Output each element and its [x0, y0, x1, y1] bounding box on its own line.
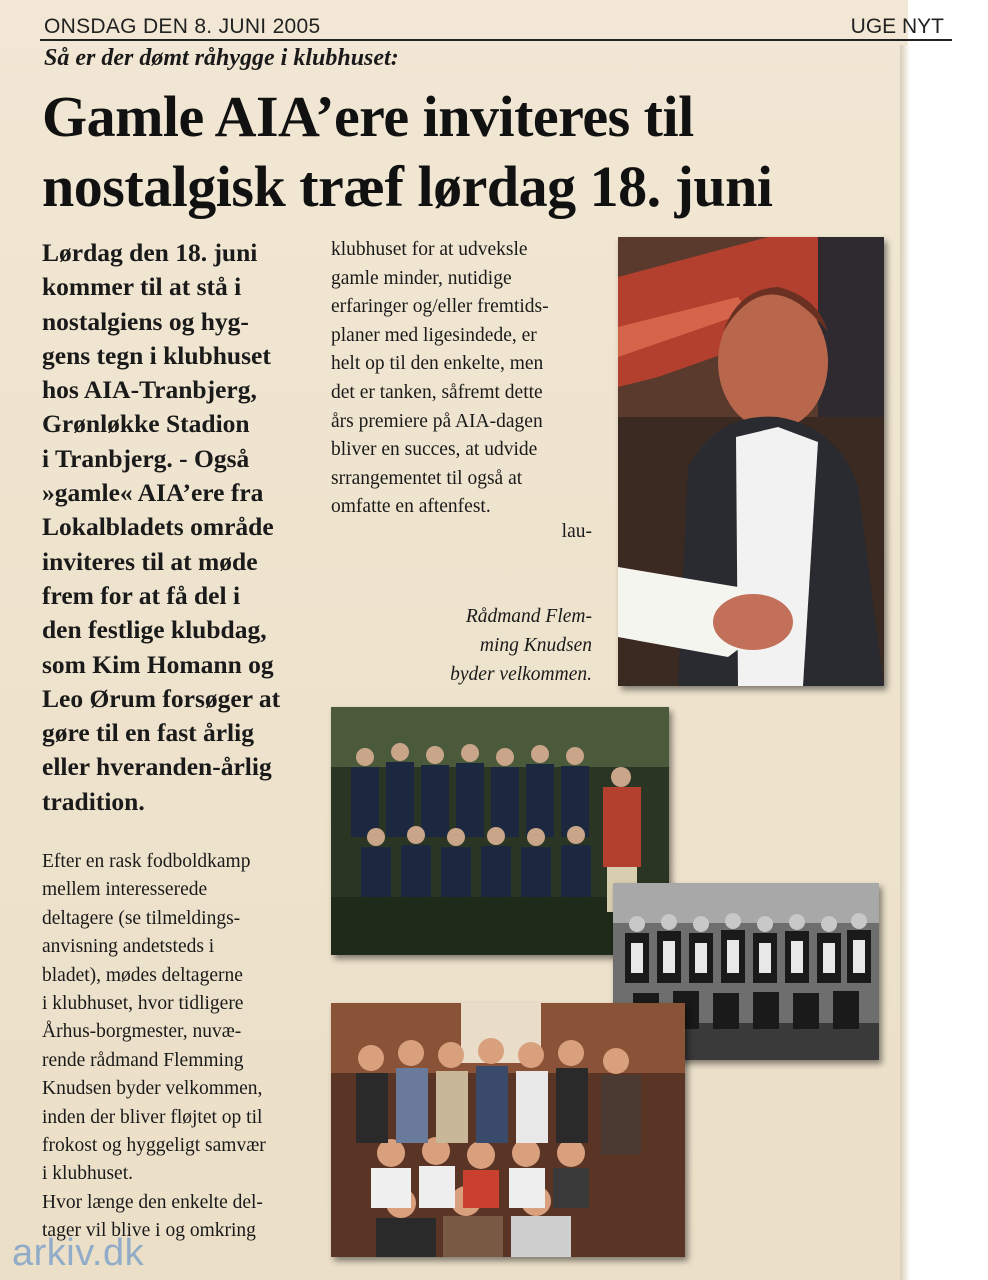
caption-line: byder velkommen.	[450, 664, 592, 685]
lead-line: tradition.	[42, 786, 145, 816]
article-body-column-1	[42, 848, 312, 1246]
caption-line: Rådmand Flem-	[465, 606, 592, 627]
photo-caption	[410, 602, 592, 689]
lead-line: gens tegn i klubhuset	[42, 340, 271, 370]
article-body-column-2	[331, 236, 601, 522]
body-line: anvisning andetsteds i	[42, 936, 215, 958]
body-line: års premiere på AIA-dagen	[331, 410, 543, 432]
lead-line: den festlige klubdag,	[42, 615, 267, 645]
lead-line: inviteres til at møde	[42, 546, 258, 576]
body-line: rende rådmand Flemming	[42, 1049, 244, 1071]
body-line: i klubhuset, hvor tidligere	[42, 993, 244, 1015]
issue-date: ONSDAG DEN 8. JUNI 2005	[44, 15, 321, 38]
body-line: frokost og hyggeligt samvær	[42, 1135, 266, 1157]
body-line: Efter en rask fodboldkamp	[42, 851, 251, 872]
header-rule	[40, 39, 952, 41]
lead-line: Leo Ørum forsøger at	[42, 683, 281, 713]
caption-line: ming Knudsen	[479, 635, 592, 656]
lead-line: Lørdag den 18. juni	[42, 238, 258, 267]
article-headline	[42, 82, 902, 222]
lead-line: Lokalbladets område	[42, 512, 274, 542]
photo-speaker	[618, 237, 884, 686]
body-line: planer med ligesindede, er	[331, 324, 537, 346]
lead-line: »gamle« AIA’ere fra	[42, 478, 264, 508]
body-line: erfaringer og/eller fremtids-	[331, 296, 549, 318]
lead-line: kommer til at stå i	[42, 272, 242, 302]
body-line: bliver en succes, at udvide	[331, 439, 538, 461]
author-signature: lau-	[561, 521, 592, 542]
body-line: helt op til den enkelte, men	[331, 353, 544, 375]
paper-edge-shadow	[900, 45, 910, 1280]
body-line: tager vil blive i og omkring	[42, 1220, 256, 1242]
article-kicker: Så er der dømt råhygge i klubhuset:	[44, 45, 399, 71]
lead-line: gøre til en fast årlig	[42, 718, 254, 748]
headline-line: nostalgisk træf lørdag 18. juni	[42, 154, 773, 219]
photo-clubhouse-group	[331, 1003, 685, 1257]
body-line: Knudsen byder velkommen,	[42, 1078, 263, 1100]
body-line: srrangementet til også at	[331, 467, 523, 489]
article-lead	[42, 236, 312, 819]
body-line: Århus-borgmester, nuvæ-	[42, 1021, 242, 1043]
lead-line: frem for at få del i	[42, 580, 241, 610]
body-line: gamle minder, nutidige	[331, 267, 512, 289]
body-line: i klubhuset.	[42, 1163, 133, 1185]
lead-line: i Tranbjerg. - Også	[42, 443, 250, 473]
newspaper-name: UGE NYT	[850, 15, 944, 38]
archive-watermark: arkiv.dk	[12, 1232, 145, 1274]
body-line: Hvor længe den enkelte del-	[42, 1191, 263, 1213]
body-line: inden der bliver fløjtet op til	[42, 1106, 263, 1128]
body-line: bladet), mødes deltagerne	[42, 964, 243, 986]
lead-line: Grønløkke Stadion	[42, 409, 250, 439]
lead-line: som Kim Homann og	[42, 649, 274, 679]
lead-line: nostalgiens og hyg-	[42, 306, 249, 336]
body-line: det er tanken, såfremt dette	[331, 381, 543, 403]
clubhouse-photo-image	[331, 1003, 685, 1257]
lead-line: hos AIA-Tranbjerg,	[42, 375, 257, 405]
lead-line: eller hveranden-årlig	[42, 752, 272, 782]
body-line: deltagere (se tilmeldings-	[42, 907, 241, 929]
speaker-photo-image	[618, 237, 884, 686]
body-line: klubhuset for at udveksle	[331, 239, 528, 260]
body-line: mellem interesserede	[42, 879, 208, 901]
body-line: omfatte en aftenfest.	[331, 496, 491, 518]
headline-line: Gamle AIA’ere inviteres til	[42, 84, 694, 149]
